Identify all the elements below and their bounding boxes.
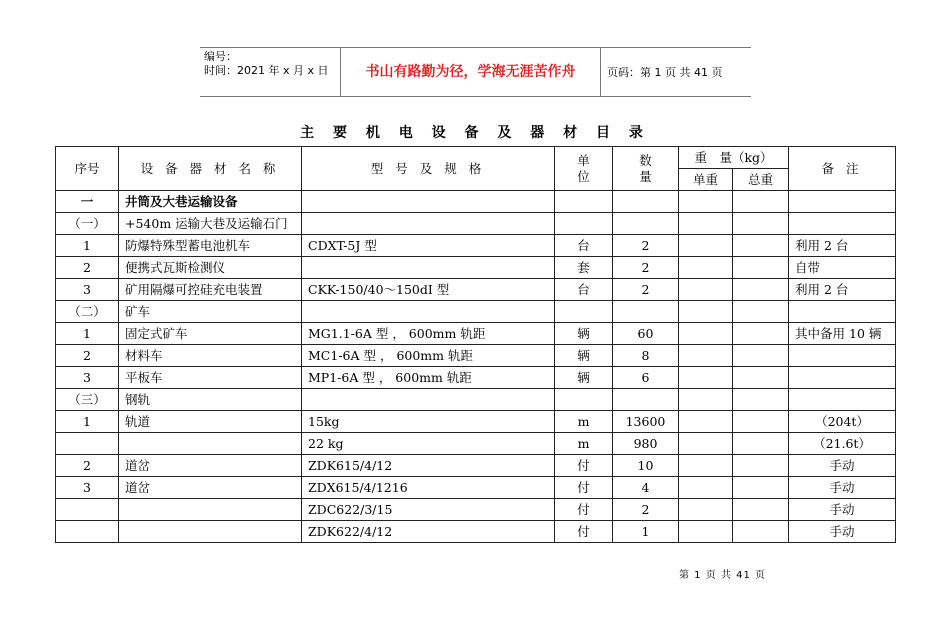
cell-unit: 辆 (555, 345, 613, 367)
cell-unit: 付 (555, 477, 613, 499)
table-row (56, 213, 896, 235)
cell-model (302, 257, 555, 279)
cell-seq: 一 (56, 191, 119, 213)
header-weight: 重 量（kg） (679, 147, 789, 169)
cell-seq: 1 (56, 235, 119, 257)
header-unit-weight: 单重 (679, 169, 733, 191)
cell-total-weight (733, 279, 789, 301)
cell-remark: 手动 (789, 521, 896, 543)
cell-remark: 利用 2 台 (789, 235, 896, 257)
cell-total-weight (733, 191, 789, 213)
cell-total-weight (733, 499, 789, 521)
cell-name: 轨道 (119, 411, 302, 433)
cell-unit-weight (679, 345, 733, 367)
cell-remark: （204t） (789, 411, 896, 433)
header-unit-text: 单 位 (577, 152, 590, 184)
cell-unit-weight (679, 521, 733, 543)
cell-unit: m (555, 411, 613, 433)
cell-name: 矿车 (119, 301, 302, 323)
header-model: 型 号 及 规 格 (302, 147, 555, 191)
cell-seq: 3 (56, 279, 119, 301)
cell-total-weight (733, 323, 789, 345)
cell-remark: 手动 (789, 477, 896, 499)
table-row (56, 389, 896, 411)
header-name: 设 备 器 材 名 称 (119, 147, 302, 191)
cell-name (119, 433, 302, 455)
cell-unit: 付 (555, 499, 613, 521)
cell-total-weight (733, 301, 789, 323)
cell-seq: （二） (56, 301, 119, 323)
cell-remark: 其中备用 10 辆 (789, 323, 896, 345)
cell-remark: 利用 2 台 (789, 279, 896, 301)
cell-seq: 1 (56, 323, 119, 345)
table-row (56, 235, 896, 257)
table-row (56, 411, 896, 433)
cell-remark (789, 345, 896, 367)
cell-model (302, 213, 555, 235)
cell-remark: 手动 (789, 499, 896, 521)
header-total-weight: 总重 (733, 169, 789, 191)
cell-total-weight (733, 411, 789, 433)
cell-qty: 2 (613, 235, 679, 257)
cell-seq: 2 (56, 257, 119, 279)
document-header (200, 47, 751, 97)
table-body (56, 191, 896, 543)
table-row (56, 323, 896, 345)
cell-unit-weight (679, 191, 733, 213)
cell-unit: m (555, 433, 613, 455)
cell-qty: 13600 (613, 411, 679, 433)
cell-total-weight (733, 455, 789, 477)
document-date: 时间：2021 年 x 月 x 日 (204, 64, 329, 77)
cell-remark (789, 191, 896, 213)
cell-model: ZDK615/4/12 (302, 455, 555, 477)
cell-unit: 付 (555, 455, 613, 477)
cell-total-weight (733, 521, 789, 543)
cell-remark (789, 301, 896, 323)
cell-qty: 60 (613, 323, 679, 345)
header-qty (613, 147, 679, 191)
cell-total-weight (733, 235, 789, 257)
cell-qty: 10 (613, 455, 679, 477)
cell-qty: 6 (613, 367, 679, 389)
header-page-info: 页码：第 1 页 共 41 页 (607, 66, 723, 79)
cell-qty: 8 (613, 345, 679, 367)
cell-name (119, 521, 302, 543)
cell-name: 井筒及大巷运输设备 (119, 191, 302, 213)
cell-unit-weight (679, 499, 733, 521)
table-row (56, 455, 896, 477)
document-title: 主 要 机 电 设 备 及 器 材 目 录 (300, 125, 650, 141)
cell-seq: （三） (56, 389, 119, 411)
cell-name: 道岔 (119, 455, 302, 477)
cell-unit: 套 (555, 257, 613, 279)
equipment-table (55, 146, 896, 543)
cell-total-weight (733, 367, 789, 389)
cell-unit-weight (679, 323, 733, 345)
page-footer: 第 1 页 共 41 页 (679, 570, 766, 581)
cell-qty: 4 (613, 477, 679, 499)
cell-unit (555, 389, 613, 411)
cell-remark (789, 367, 896, 389)
header-seq: 序号 (56, 147, 119, 191)
cell-model: ZDK622/4/12 (302, 521, 555, 543)
cell-remark: 手动 (789, 455, 896, 477)
cell-unit-weight (679, 367, 733, 389)
cell-qty: 980 (613, 433, 679, 455)
cell-total-weight (733, 345, 789, 367)
cell-qty: 2 (613, 499, 679, 521)
cell-unit-weight (679, 389, 733, 411)
cell-name: 道岔 (119, 477, 302, 499)
cell-name: 平板车 (119, 367, 302, 389)
table-row (56, 279, 896, 301)
cell-model (302, 301, 555, 323)
cell-total-weight (733, 257, 789, 279)
cell-qty (613, 301, 679, 323)
header-remark: 备 注 (789, 147, 896, 191)
cell-total-weight (733, 477, 789, 499)
cell-seq (56, 521, 119, 543)
cell-unit: 台 (555, 235, 613, 257)
cell-model: MG1.1-6A 型 ， 600mm 轨距 (302, 323, 555, 345)
cell-remark: 自带 (789, 257, 896, 279)
table-row (56, 345, 896, 367)
cell-name: 钢轨 (119, 389, 302, 411)
cell-remark (789, 389, 896, 411)
cell-seq: 2 (56, 455, 119, 477)
cell-unit (555, 301, 613, 323)
cell-unit (555, 213, 613, 235)
cell-name: 固定式矿车 (119, 323, 302, 345)
cell-model: ZDX615/4/1216 (302, 477, 555, 499)
table-row (56, 191, 896, 213)
cell-unit: 台 (555, 279, 613, 301)
cell-name: 材料车 (119, 345, 302, 367)
cell-seq (56, 433, 119, 455)
cell-qty (613, 389, 679, 411)
header-motto: 书山有路勤为径，学海无涯苦作舟 (365, 64, 576, 80)
cell-unit-weight (679, 433, 733, 455)
cell-model: CDXT-5J 型 (302, 235, 555, 257)
header-meta (204, 50, 329, 78)
table-row (56, 433, 896, 455)
cell-name: 防爆特殊型蓄电池机车 (119, 235, 302, 257)
cell-name (119, 499, 302, 521)
cell-unit (555, 191, 613, 213)
header-divider (600, 48, 601, 96)
cell-seq: 1 (56, 411, 119, 433)
cell-model: ZDC622/3/15 (302, 499, 555, 521)
cell-qty (613, 191, 679, 213)
document-number-label: 编号： (204, 50, 237, 63)
cell-unit-weight (679, 411, 733, 433)
header-unit (555, 147, 613, 191)
cell-total-weight (733, 213, 789, 235)
cell-unit-weight (679, 477, 733, 499)
cell-qty: 1 (613, 521, 679, 543)
table-header (56, 147, 896, 191)
cell-name: +540m 运输大巷及运输石门 (119, 213, 302, 235)
table-row (56, 499, 896, 521)
cell-model (302, 389, 555, 411)
cell-seq (56, 499, 119, 521)
cell-unit-weight (679, 213, 733, 235)
cell-qty (613, 213, 679, 235)
cell-model: CKK-150/40～150dI 型 (302, 279, 555, 301)
cell-remark: （21.6t） (789, 433, 896, 455)
cell-seq: 3 (56, 367, 119, 389)
cell-name: 便携式瓦斯检测仪 (119, 257, 302, 279)
cell-unit: 辆 (555, 323, 613, 345)
cell-unit-weight (679, 235, 733, 257)
table-row (56, 477, 896, 499)
cell-remark (789, 213, 896, 235)
table-row (56, 521, 896, 543)
header-qty-text: 数 量 (639, 152, 652, 184)
cell-unit-weight (679, 257, 733, 279)
table-row (56, 367, 896, 389)
cell-qty: 2 (613, 279, 679, 301)
table-row (56, 301, 896, 323)
cell-model: MP1-6A 型 ， 600mm 轨距 (302, 367, 555, 389)
cell-total-weight (733, 433, 789, 455)
cell-unit-weight (679, 279, 733, 301)
cell-unit: 付 (555, 521, 613, 543)
cell-model (302, 191, 555, 213)
table-row (56, 257, 896, 279)
cell-total-weight (733, 389, 789, 411)
cell-model: MC1-6A 型 ， 600mm 轨距 (302, 345, 555, 367)
cell-name: 矿用隔爆可控硅充电装置 (119, 279, 302, 301)
cell-seq: 2 (56, 345, 119, 367)
cell-unit: 辆 (555, 367, 613, 389)
cell-model: 22 kg (302, 433, 555, 455)
cell-unit-weight (679, 455, 733, 477)
cell-unit-weight (679, 301, 733, 323)
cell-model: 15kg (302, 411, 555, 433)
cell-seq: 3 (56, 477, 119, 499)
cell-qty: 2 (613, 257, 679, 279)
cell-seq: （一） (56, 213, 119, 235)
